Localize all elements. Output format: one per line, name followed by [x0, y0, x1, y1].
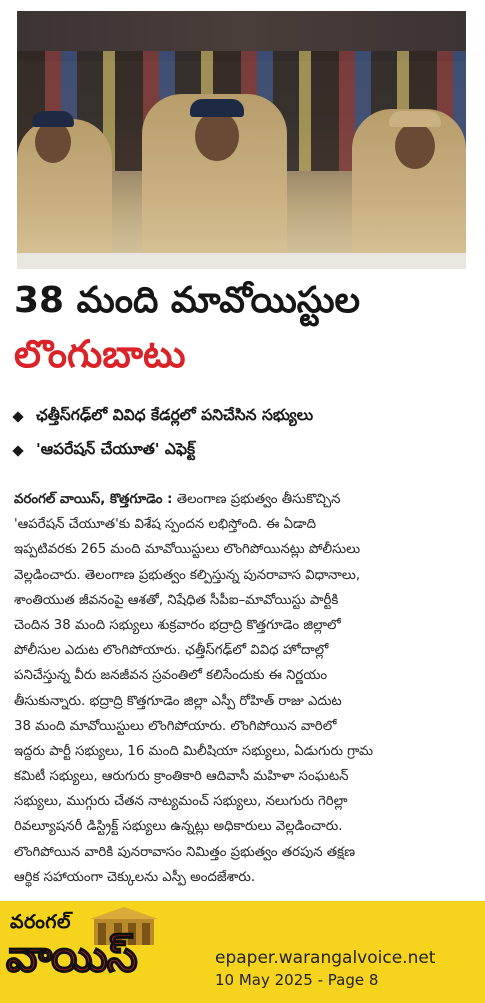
article-body — [14, 487, 472, 890]
article-line: ఆర్థిక సహాయంగా చెక్కులను ఎస్పీ అందజేశారు. — [14, 869, 256, 885]
article-dateline: వరంగల్ వాయిస్, కొత్తగూడెం : — [14, 492, 173, 507]
article-line: 38 మంది మావోయిస్టులు లొంగిపోయారు. లొంగిపోయిన వారిలో — [14, 718, 337, 734]
article-line: 'ఆపరేషన్ చేయూత'కు విశేష స్పందన లభిస్తోంది. ఈ ఏడాది — [14, 517, 316, 533]
diamond-bullet-icon — [12, 445, 23, 456]
article-text: తెలంగాణ ప్రభుత్వం తీసుకొచ్చిన — [176, 492, 341, 507]
officer-left-head — [35, 121, 71, 163]
article-line: రివల్యూషనరీ డిస్ట్రిక్ట్ సభ్యులు ఉన్నట్లు అధికారులు వెల్లడించారు. — [14, 819, 343, 835]
article-line: ఇద్దరు పార్టీ సభ్యులు, 16 మంది మిలీషియా సభ్యులు, ఏడుగురు గ్రామ — [14, 743, 374, 759]
article-line: పోలీసుల ఎదుట లొంగిపోయారు. ఛత్తీస్‌గఢ్‌లో వివిధ హోదాల్లో — [14, 643, 329, 659]
article-line: ఇప్పటివరకు 265 మంది మావోయిస్టులు లొంగిపోయినట్లు పోలీసులు — [14, 542, 361, 558]
logo-main-text: వాయిస్ — [6, 931, 137, 982]
article-line: తీసుకున్నారు. భద్రాద్రి కొత్తగూడెం జిల్లా ఎస్పీ రోహిత్ రాజు ఎదుట — [14, 693, 342, 709]
article-line: వెల్లడించారు. తెలంగాణ ప్రభుత్వం కల్పిస్తున్న పునరావాస విధానాలు, — [14, 567, 361, 583]
article-line: లొంగిపోయిన వారికి పునరావాసం నిమిత్తం ప్రభుత్వం తరపున తక్షణ — [14, 844, 356, 860]
photo-table — [17, 253, 466, 269]
officer-right-head — [395, 123, 435, 169]
article-line: కమిటీ సభ్యులు, ఆరుగురు క్రాంతికారి ఆదివాసీ మహిళా సంఘటన్ — [14, 769, 349, 785]
issue-info: 10 May 2025 - Page 8 — [215, 971, 379, 989]
bullet-text: 'ఆపరేషన్ చేయూత' ఎఫెక్ట్ — [36, 440, 196, 458]
article-line: పనిచేస్తున్న వీరు జనజీవన స్రవంతిలో కలిసేందుకు ఈ నిర్ణయం — [14, 668, 328, 684]
officer-center-head — [195, 111, 239, 161]
epaper-url[interactable]: epaper.warangalvoice.net — [215, 948, 436, 968]
article-line: చెందిన 38 మంది సభ్యులు శుక్రవారం భద్రాద్రి కొత్తగూడెం జిల్లాలో — [14, 617, 341, 633]
footer-banner — [0, 901, 485, 1003]
bullet-text: ఛత్తీస్‌గఢ్‌లో వివిధ కేడర్లలో పనిచేసిన సభ్యులు — [36, 406, 314, 424]
bullet-item — [14, 400, 474, 434]
article-line: శాంతియుత జీవనంపై ఆశతో, నిషేధిత సీపీఐ–మావోయిస్టు పార్టీకి — [14, 592, 339, 608]
diamond-bullet-icon — [12, 411, 23, 422]
officer-center-cap — [190, 99, 244, 117]
bullet-list — [14, 400, 474, 468]
officer-right-cap — [389, 111, 441, 127]
headline-line2: లొంగుబాటు — [14, 332, 186, 376]
bullet-item — [14, 434, 474, 468]
logo-small-text: వరంగల్ — [10, 911, 71, 933]
article-line: సభ్యులు, ముగ్గురు చేతన నాట్యమంచ్ సభ్యులు, నలుగురు గెరిల్లా — [14, 794, 348, 810]
article-line — [14, 487, 472, 512]
press-photo — [17, 11, 466, 269]
headline-line1: 38 మంది మావోయిస్టుల — [14, 280, 361, 321]
officer-left-cap — [32, 111, 74, 127]
